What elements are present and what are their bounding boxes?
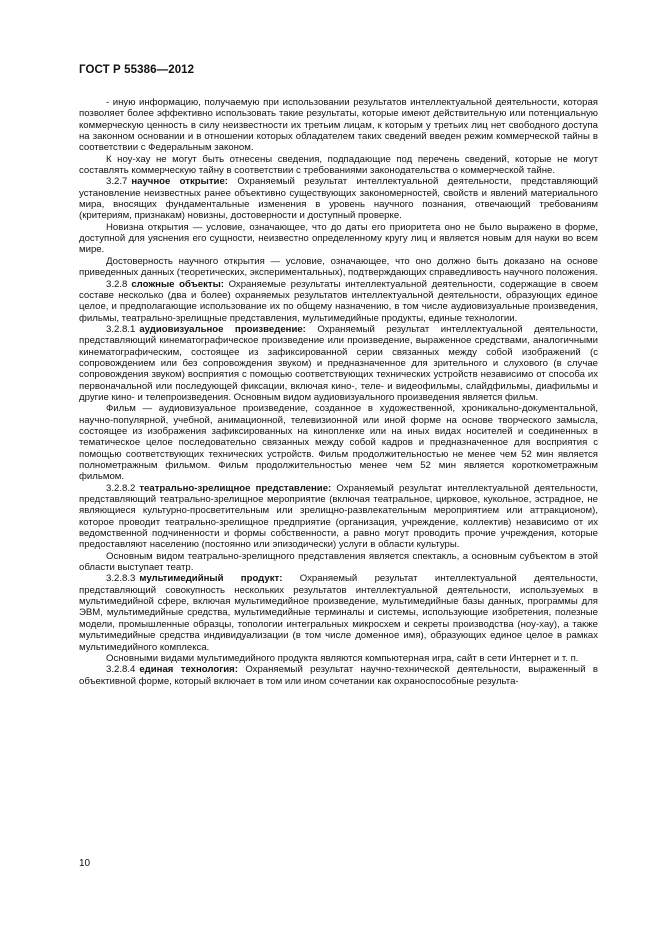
defined-term: аудиовизуальное произведение: [139,323,306,335]
paragraph-novelty: Новизна открытия — условие, означающее, что до даты его приоритета оно не было выражено в форме, доступной для уяснения его сущности, неизвестно определенному кругу лиц и является новым для науки во всем мире. [79,221,598,256]
definition-scientific-discovery: 3.2.7 научное открытие: Охраняемый результат интеллектуальной деятельности, представляющий установление неизвестных ранее объективно существующих закономерностей, свойств и явлений материального мира, вносящих фундаментальные изменения в уровень научного познания, отвечающий требованиям (критериям, признакам) новизны, достоверности и доступный проверке. [79,176,599,222]
definition-multimedia-product: 3.2.8.3 мультимедийный продукт: Охраняемый результат интеллектуальной деятельности, представляющий совокупность нескольких результатов интеллектуальной деятельности, используемых в мультимедийной сфере, включая мультимедийное произведение, мультимедийные базы данных, программы для ЭВМ, мультимедийные средства, мультимедийные терминалы и системы, использующие изобретения, полезные модели, промышленные образцы, топологии интегральных микросхем и секреты производства (ноу-хау), а также мультимедийные средства индивидуализации (в том числе доменное имя), образующих единое целое в рамках мультимедийного комплекса. [79,573,598,653]
defined-term: мультимедийный продукт: [139,573,283,585]
paragraph-other-information: - иную информацию, получаемую при использовании результатов интеллектуальной деятельности, которая позволяет более эффективно использовать такие результаты, которые имеют действительную или потенциальную коммерческую ценность в силу неизвестности их третьим лицам, к которым у третьих лиц нет свободного доступа на законном основании и в отношении которых обладателем таких сведений введен режим коммерческой тайны в соответствии с Федеральным законом. [79,97,598,154]
clause-number: 3.2.8.4 [106,664,136,676]
document-body [79,97,598,687]
page-number: 10 [79,858,91,869]
clause-number: 3.2.8.1 [106,323,136,335]
clause-number: 3.2.8.2 [106,482,136,494]
paragraph-know-how-exclusion: К ноу-хау не могут быть отнесены сведения, подпадающие под перечень сведений, которые не могут составлять коммерческую тайну в соответствии с требованиями законодательства о коммерческой тайне. [79,153,598,177]
definition-audiovisual-work: 3.2.8.1 аудиовизуальное произведение: Охраняемый результат интеллектуальной деятельности, представляющий кинематографическое произведение или произведение, выраженное средствами, аналогичными кинематографическим, состоящее из зафиксированной серии связанных между собой изображений (с сопровождением или без сопровождения звуком) и предназначенное для зрительного и слухового (в случае сопровождения звуком) восприятия с помощью соответствующих технических устройств независимо от способа их первоначальной или последующей фиксации, включая кино-, теле- и видеофильмы, слайдфильмы, диафильмы и другие кино- и телепроизведения. Основным видом аудиовизуального произведения является фильм. [79,323,598,403]
clause-number: 3.2.8.3 [106,573,136,585]
definition-unified-technology: 3.2.8.4 единая технология: Охраняемый результат научно-технической деятельности, выраженный в объективной форме, который включает в том или ином сочетании как охраноспособные результа- [79,664,599,687]
defined-term: сложные объекты: [131,278,224,290]
document-header: ГОСТ Р 55386—2012 [79,64,195,76]
definition-complex-objects: 3.2.8 сложные объекты: Охраняемые результаты интеллектуальной деятельности, содержащие в своем составе несколько (два и более) охраняемых результатов интеллектуальной деятельности, образующих единое целое, и предполагающие использование их по общему назначению, в том числе аудиовизуальные произведения, фильмы, театрально-зрелищные представления, мультимедийные продукты, единые технологии. [79,278,598,324]
paragraph-spectacle: Основным видом театрально-зрелищного представления является спектакль, а основным субъектом в этой области выступает театр. [79,550,598,574]
paragraph-multimedia-types: Основными видами мультимедийного продукта являются компьютерная игра, сайт в сети Интернет и т. п. [106,652,579,664]
defined-term: театрально-зрелищное представление: [139,482,332,494]
paragraph-reliability: Достоверность научного открытия — условие, означающее, что оно должно быть доказано на основе приведенных данных (теоретических, экспериментальных), подтверждающих справедливость научного положения. [79,255,598,279]
clause-number: 3.2.7 [106,176,128,188]
definition-theatrical-performance: 3.2.8.2 театрально-зрелищное представление: Охраняемый результат интеллектуальной деятельности, представляющий театрально-зрелищное мероприятие (включая театральное, цирковое, кукольное, эстрадное, не являющиеся культурно-просветительным или зрелищно-развлекательным мероприятием или аттракционом), которое проводит театрально-зрелищное предприятие (организация, учреждение, коллектив) независимо от их ведомственной подчиненности и формы собственности, а равно могут проводить прочие учреждения, которые предоставляют населению (постоянно или эпизодически) услуги в области культуры. [79,482,598,551]
defined-term: единая технология: [139,664,238,676]
clause-number: 3.2.8 [106,278,128,290]
defined-term: научное открытие: [131,176,228,188]
paragraph-film: Фильм — аудиовизуальное произведение, созданное в художественной, хроникально-документальной, научно-популярной, учебной, анимационной, телевизионной или иной форме на основе творческого замысла, состоящее из изображения зафиксированных на кинопленке или на иных видах носителей и соединенных в тематическое целое последовательно связанных между собой кадров и предназначенное для восприятия с помощью соответствующих технических устройств. Фильм продолжительностью не менее чем 52 мин является полнометражным фильмом. Фильм продолжительностью менее чем 52 мин является короткометражным фильмом. [79,403,598,483]
